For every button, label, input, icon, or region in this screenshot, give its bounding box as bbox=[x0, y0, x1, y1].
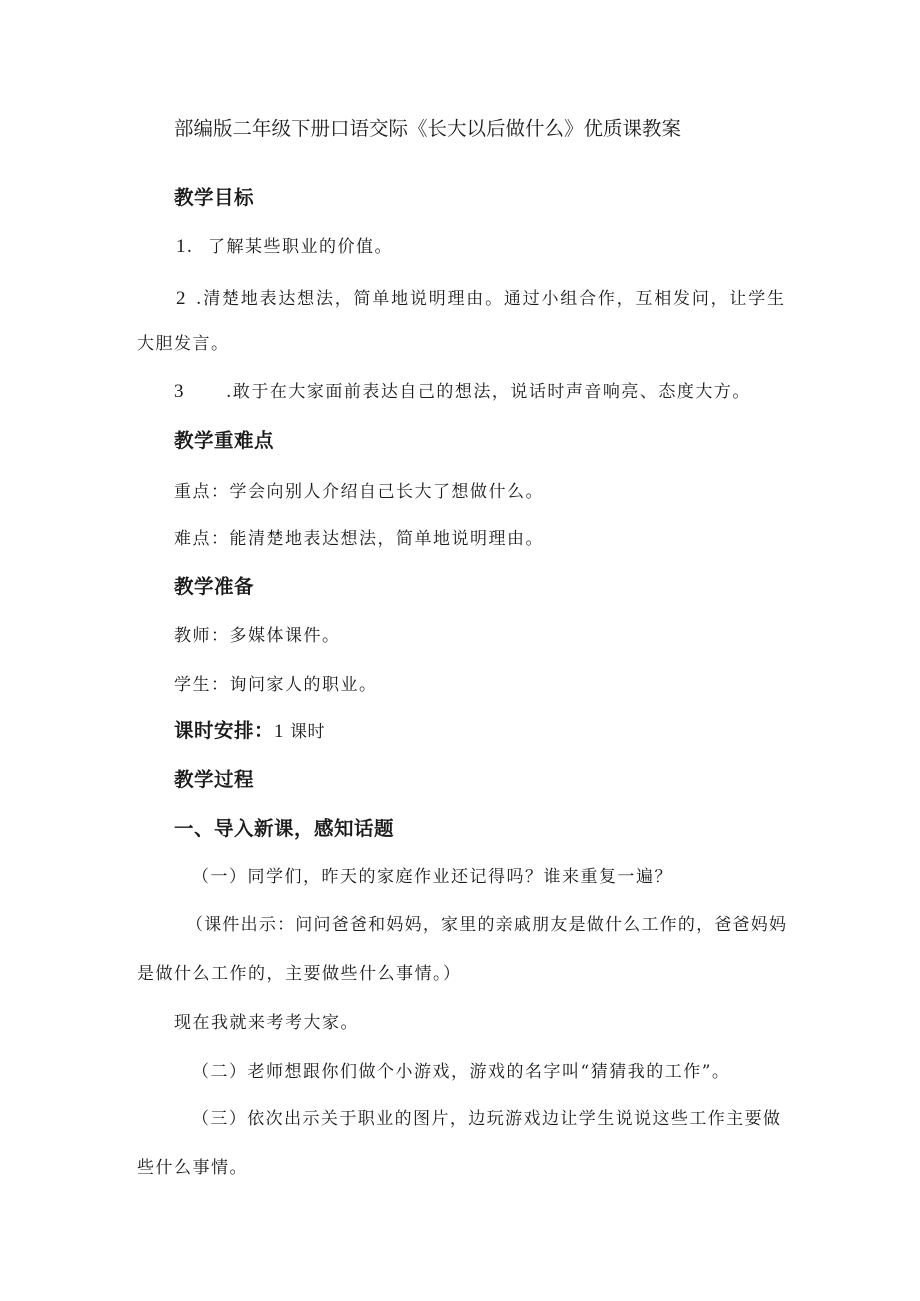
section-heading-process: 教学过程 bbox=[174, 768, 255, 791]
key-point-focus: 重点：学会向别人介绍自己长大了想做什么。 bbox=[174, 482, 544, 502]
goal-item-1-number: 1. bbox=[176, 236, 194, 257]
section-heading-goals: 教学目标 bbox=[174, 186, 255, 209]
goal-item-3-number: 3 bbox=[174, 381, 185, 402]
section-heading-key-points: 教学重难点 bbox=[174, 429, 275, 452]
goal-item-2-text: .清楚地表达想法，简单地说明理由。通过小组合作，互相发问，让学生 bbox=[196, 289, 784, 309]
goal-item-2-continuation: 大胆发言。 bbox=[137, 334, 230, 354]
process-step-2: （二）老师想跟你们做个小游戏，游戏的名字叫“猜猜我的工作”。 bbox=[192, 1062, 731, 1082]
courseware-line-1: （课件出示：问问爸爸和妈妈，家里的亲戚朋友是做什么工作的，爸爸妈妈 bbox=[186, 915, 786, 935]
process-step-3-line-1: （三）依次出示关于职业的图片，边玩游戏边让学生说说这些工作主要做 bbox=[192, 1109, 780, 1129]
schedule-unit: 课时 bbox=[290, 722, 326, 742]
process-step-1: （一）同学们，昨天的家庭作业还记得吗？谁来重复一遍？ bbox=[192, 867, 673, 887]
goal-item-3 bbox=[174, 381, 751, 403]
courseware-line-2: 是做什么工作的，主要做些什么事情。） bbox=[137, 964, 462, 984]
process-step-3-line-2: 些什么事情。 bbox=[137, 1158, 248, 1178]
section-heading-preparation: 教学准备 bbox=[174, 575, 255, 598]
schedule-line bbox=[174, 720, 325, 743]
goal-item-1 bbox=[176, 236, 393, 258]
preparation-teacher: 教师：多媒体课件。 bbox=[174, 626, 341, 646]
subsection-heading-intro: 一、导入新课，感知话题 bbox=[174, 817, 395, 840]
goal-item-2-number: 2 bbox=[176, 288, 186, 309]
page-title: 部编版二年级下册口语交际《长大以后做什么》优质课教案 bbox=[174, 117, 682, 140]
goal-item-2 bbox=[176, 288, 784, 310]
goal-item-3-text: .敢于在大家面前表达自己的想法，说话时声音响亮、态度大方。 bbox=[226, 382, 751, 402]
key-point-difficulty: 难点：能清楚地表达想法，简单地说明理由。 bbox=[174, 529, 544, 549]
schedule-number: 1 bbox=[274, 721, 285, 742]
test-line: 现在我就来考考大家。 bbox=[174, 1013, 359, 1033]
preparation-student: 学生：询问家人的职业。 bbox=[174, 675, 378, 695]
schedule-label: 课时安排： bbox=[174, 719, 275, 742]
goal-item-1-text: 了解某些职业的价值。 bbox=[208, 237, 393, 257]
